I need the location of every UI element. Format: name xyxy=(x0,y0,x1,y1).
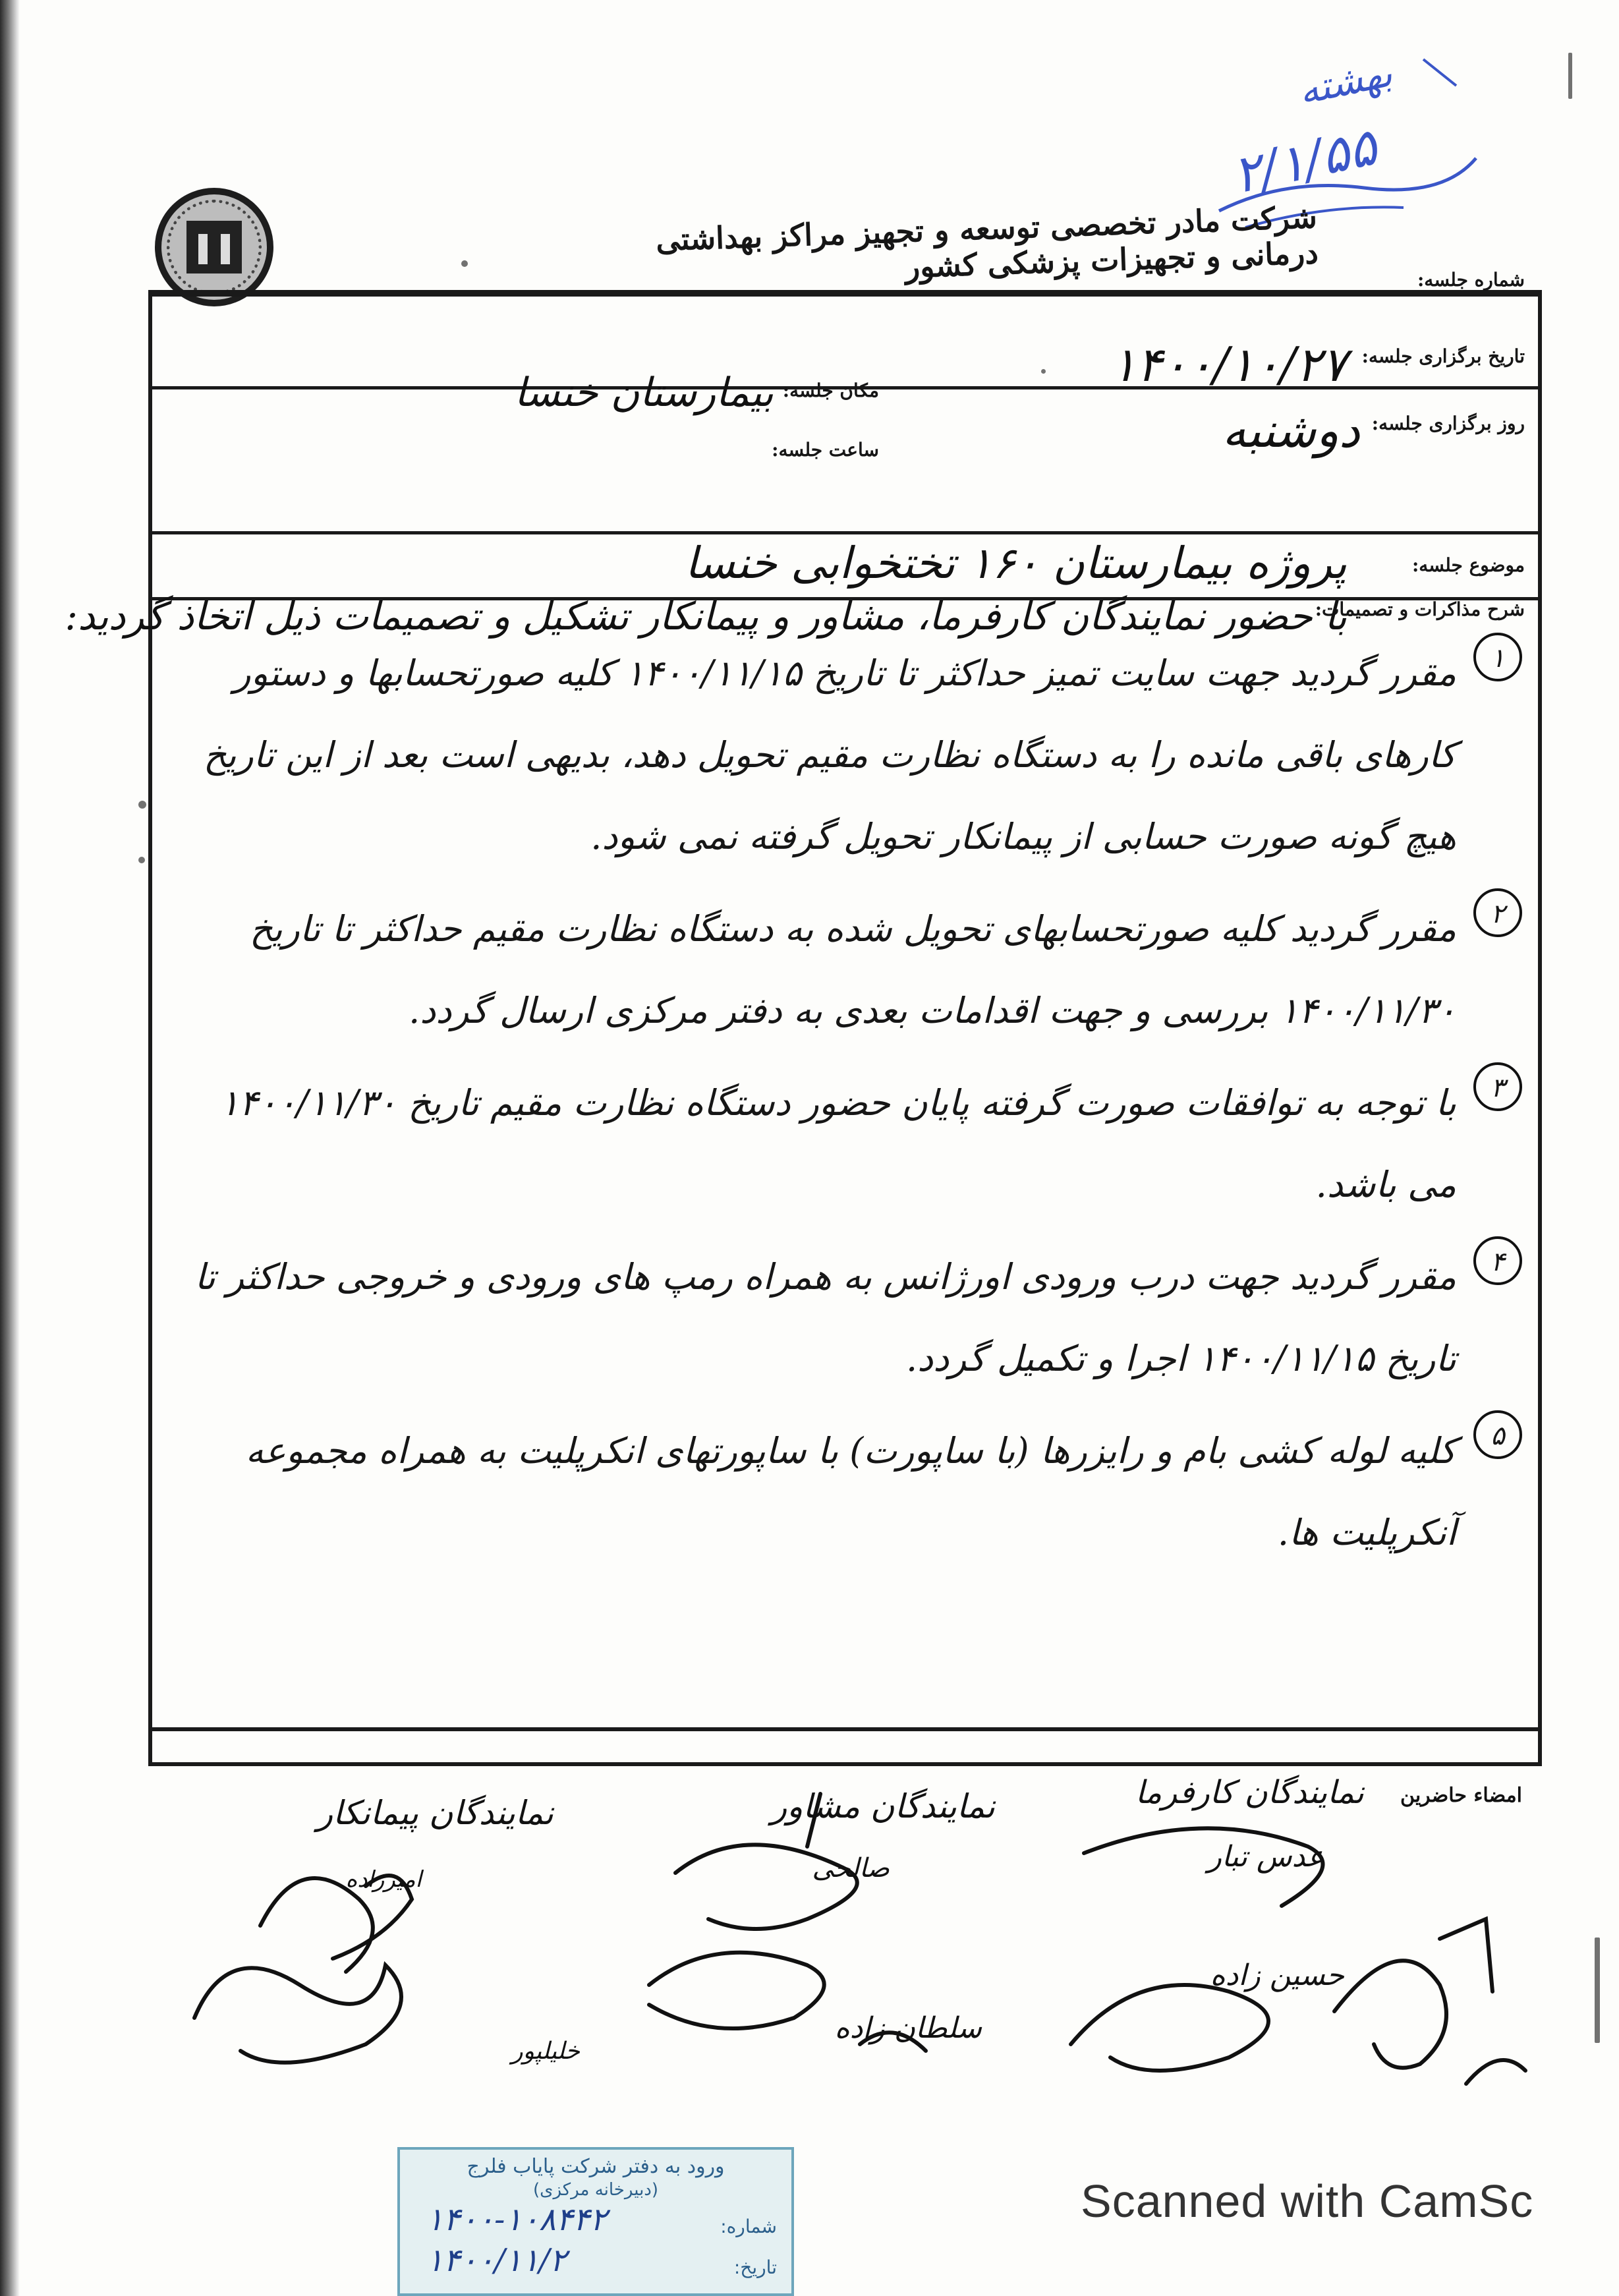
signatory-name: حسین زاده xyxy=(1210,1959,1344,1992)
decision-list xyxy=(185,633,1516,1584)
company-seal-icon xyxy=(155,188,273,306)
stamp-date-label: تاریخ: xyxy=(733,2256,777,2278)
scanner-watermark: Scanned with CamSc xyxy=(1081,2175,1534,2227)
signatory-name: سلطان زاده xyxy=(834,2011,982,2045)
consultant-reps-label: نمایندگان مشاور xyxy=(771,1787,995,1825)
scan-speck xyxy=(1595,1937,1600,2043)
item-number: ۱ xyxy=(1473,633,1522,681)
label-content: شرح مذاکرات و تصمیمات: xyxy=(1315,598,1525,620)
meeting-intro: با حضور نمایندگان کارفرما، مشاور و پیمانکار تشکیل و تصمیمات ذیل اتخاذ گردید: xyxy=(65,594,1347,639)
stamp-title: ورود به دفتر شرکت پایاب فلرج xyxy=(467,2155,725,2178)
signatures-header: امضاء حاضرین xyxy=(1400,1784,1522,1807)
stamp-number-label: شماره: xyxy=(720,2216,777,2237)
item-text: مقرر گردید کلیه صورتحسابهای تحویل شده به دستگاه نظارت مقیم حداکثر تا تاریخ ۱۴۰۰/۱۱/۳۰ بررسی و جهت اقدامات بعدی به دفتر مرکزی ارسال گردد. xyxy=(249,908,1456,1031)
signatory-name: صالحی xyxy=(812,1853,890,1883)
form-divider xyxy=(152,1727,1538,1731)
stamp-subtitle: (دبیرخانه مرکزی) xyxy=(532,2180,659,2200)
signatory-name: امیرزاده xyxy=(345,1866,422,1893)
item-number: ۵ xyxy=(1473,1410,1522,1459)
meeting-date-value: ۱۴۰۰/۱۰/۲۷ xyxy=(1111,337,1347,392)
scan-speck xyxy=(461,260,468,267)
item-number: ۲ xyxy=(1473,888,1522,937)
employer-reps-label: نمایندگان کارفرما xyxy=(1135,1774,1364,1811)
label-subject: موضوع جلسه: xyxy=(1411,554,1525,576)
contractor-reps-label: نمایندگان پیمانکار xyxy=(316,1794,554,1832)
label-time: ساعت جلسه: xyxy=(772,439,879,461)
signatory-name: عدس تبار xyxy=(1207,1840,1324,1874)
item-text: مقرر گردید جهت درب ورودی اورژانس به همراه رمپ های ورودی و خروجی حداکثر تا تاریخ ۱۴۰۰/۱۱/۱۵ اجرا و تکمیل گردد. xyxy=(194,1256,1456,1379)
list-item xyxy=(185,1062,1516,1226)
list-item xyxy=(185,1236,1516,1400)
label-place: مکان جلسه: xyxy=(782,380,879,401)
stamp-date-value: ۱۴۰۰/۱۱/۲ xyxy=(426,2242,567,2279)
label-date: تاریخ برگزاری جلسه: xyxy=(1361,345,1525,367)
item-number: ۳ xyxy=(1473,1062,1522,1111)
item-text: کلیه لوله کشی بام و رایزرها (با ساپورت) با ساپورتهای انکرپلیت به همراه مجموعه آنکرپلیت ها. xyxy=(245,1430,1456,1553)
scan-speck xyxy=(138,801,146,809)
note-number: ۲/۱/۵۵ xyxy=(1228,117,1382,206)
list-item xyxy=(185,888,1516,1052)
list-item xyxy=(185,1410,1516,1574)
scan-speck xyxy=(138,857,145,863)
item-text: با توجه به توافقات صورت گرفته پایان حضور دستگاه نظارت مقیم تاریخ ۱۴۰۰/۱۱/۳۰ می باشد. xyxy=(219,1082,1456,1205)
signatory-name: خلیلپور xyxy=(511,2038,580,2065)
note-word: بهشته xyxy=(1294,49,1396,114)
list-item xyxy=(185,633,1516,878)
signatures-section xyxy=(148,1767,1542,2110)
item-text: مقرر گردید جهت سایت تمیز حداکثر تا تاریخ ۱۴۰۰/۱۱/۱۵ کلیه صورتحسابها و دستور کارهای باقی مانده را به دستگاه نظارت مقیم تحویل دهد، بدیهی است بعد از این تاریخ هیچ گونه صورت حسابی از پیمانکار تحویل گرفته نمی شود. xyxy=(203,652,1456,857)
registration-stamp xyxy=(397,2147,794,2296)
scan-edge-shadow xyxy=(0,0,20,2296)
label-serial: شماره جلسه: xyxy=(1417,269,1525,291)
meeting-day-value: دوشنبه xyxy=(1222,403,1360,458)
form-divider xyxy=(152,294,1538,297)
stamp-number-value: ۱۴۰۰-۱۰۸۴۴۲ xyxy=(426,2201,608,2238)
company-name: شرکت مادر تخصصی توسعه و تجهیز مراکز بهداشتی درمانی و تجهیزات پزشکی کشور xyxy=(655,199,1319,285)
form-divider xyxy=(152,531,1538,534)
meeting-place-value: بیمارستان خنسا xyxy=(514,370,774,416)
meeting-subject-value: پروژه بیمارستان ۱۶۰ تختخوابی خنسا xyxy=(685,538,1347,588)
label-day: روز برگزاری جلسه: xyxy=(1371,413,1525,434)
item-number: ۴ xyxy=(1473,1236,1522,1285)
scan-speck xyxy=(1568,53,1572,99)
